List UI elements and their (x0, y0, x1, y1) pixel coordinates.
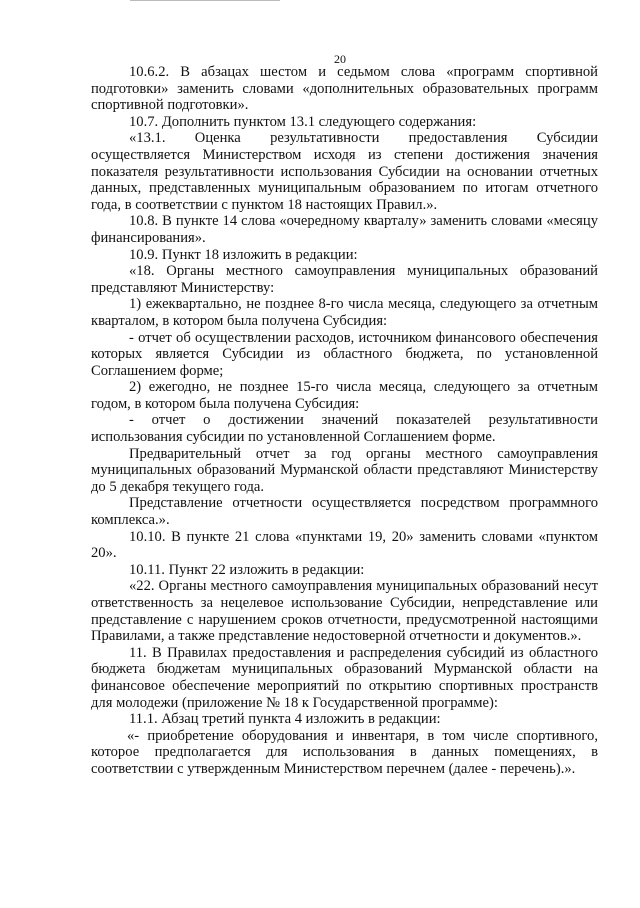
paragraph-18-item-1-dash: - отчет об осуществлении расходов, источником финансового обеспечения которых является Субсидии из областного бюджета, по установленной Соглашением форме; (91, 329, 598, 379)
page-number: 20 (334, 52, 346, 66)
paragraph-18-item-1: 1) ежеквартально, не позднее 8-го числа месяца, следующего за отчетным кварталом, в котором была получена Субсидия: (91, 296, 598, 329)
paragraph-11-1-quote: «- приобретение оборудования и инвентаря, в том числе спортивного, которое предполагается для использования в данных помещениях, в соответствии с утвержденным Министерством перечнем (далее - перечень).». (91, 727, 598, 777)
paragraph-10-9: 10.9. Пункт 18 изложить в редакции: (129, 246, 358, 263)
paragraph-11: 11. В Правилах предоставления и распределения субсидий из областного бюджета бюджетам муниципальных образований Мурманской области на финансовое обеспечение мероприятий по открытию спортивных пространств для молодежи (приложение № 18 к Государственной программе): (91, 644, 598, 711)
paragraph-10-6-2: 10.6.2. В абзацах шестом и седьмом слова «программ спортивной подготовки» заменить словами «дополнительных образовательных программ спортивной подготовки». (91, 64, 598, 114)
paragraph-18-item-2: 2) ежегодно, не позднее 15-го числа месяца, следующего за отчетным годом, в котором была получена Субсидия: (91, 379, 598, 412)
paragraph-13-1: «13.1. Оценка результативности предоставления Субсидии осуществляется Министерством исходя из степени достижения значения показателя результативности использования Субсидии на основании отчетных данных, представленных муниципальным образованием по итогам отчетного года, в соответствии с пунктом 18 настоящих Правил.». (91, 130, 598, 213)
paragraph-10-11: 10.11. Пункт 22 изложить в редакции: (129, 561, 365, 578)
paragraph-10-7: 10.7. Дополнить пунктом 13.1 следующего содержания: (129, 113, 477, 130)
document-body (91, 64, 598, 778)
paragraph-10-8: 10.8. В пункте 14 слова «очередному кварталу» заменить словами «месяцу финансирования». (91, 213, 598, 246)
paragraph-preliminary-report: Предварительный отчет за год органы местного самоуправления муниципальных образований Мурманской области представляют Министерству до 5 декабря текущего года. (91, 445, 598, 495)
paragraph-22: «22. Органы местного самоуправления муниципальных образований несут ответственность за нецелевое использование Субсидии, непредставление или представление с нарушением сроков отчетности, предусмотренной настоящими Правилами, а также представление недостоверной отчетности и документов.». (91, 578, 598, 645)
paragraph-11-1: 11.1. Абзац третий пункта 4 изложить в редакции: (129, 711, 441, 728)
paragraph-18: «18. Органы местного самоуправления муниципальных образований представляют Министерству: (91, 263, 598, 296)
paragraph-reporting-complex: Представление отчетности осуществляется посредством программного комплекса.». (91, 495, 598, 529)
paragraph-18-item-2-dash: - отчет о достижении значений показателей результативности использования субсидии по установленной Соглашением форме. (91, 412, 598, 446)
scan-artifact-line (130, 0, 280, 4)
paragraph-10-10: 10.10. В пункте 21 слова «пунктами 19, 20» заменить словами «пунктом 20». (91, 528, 598, 562)
